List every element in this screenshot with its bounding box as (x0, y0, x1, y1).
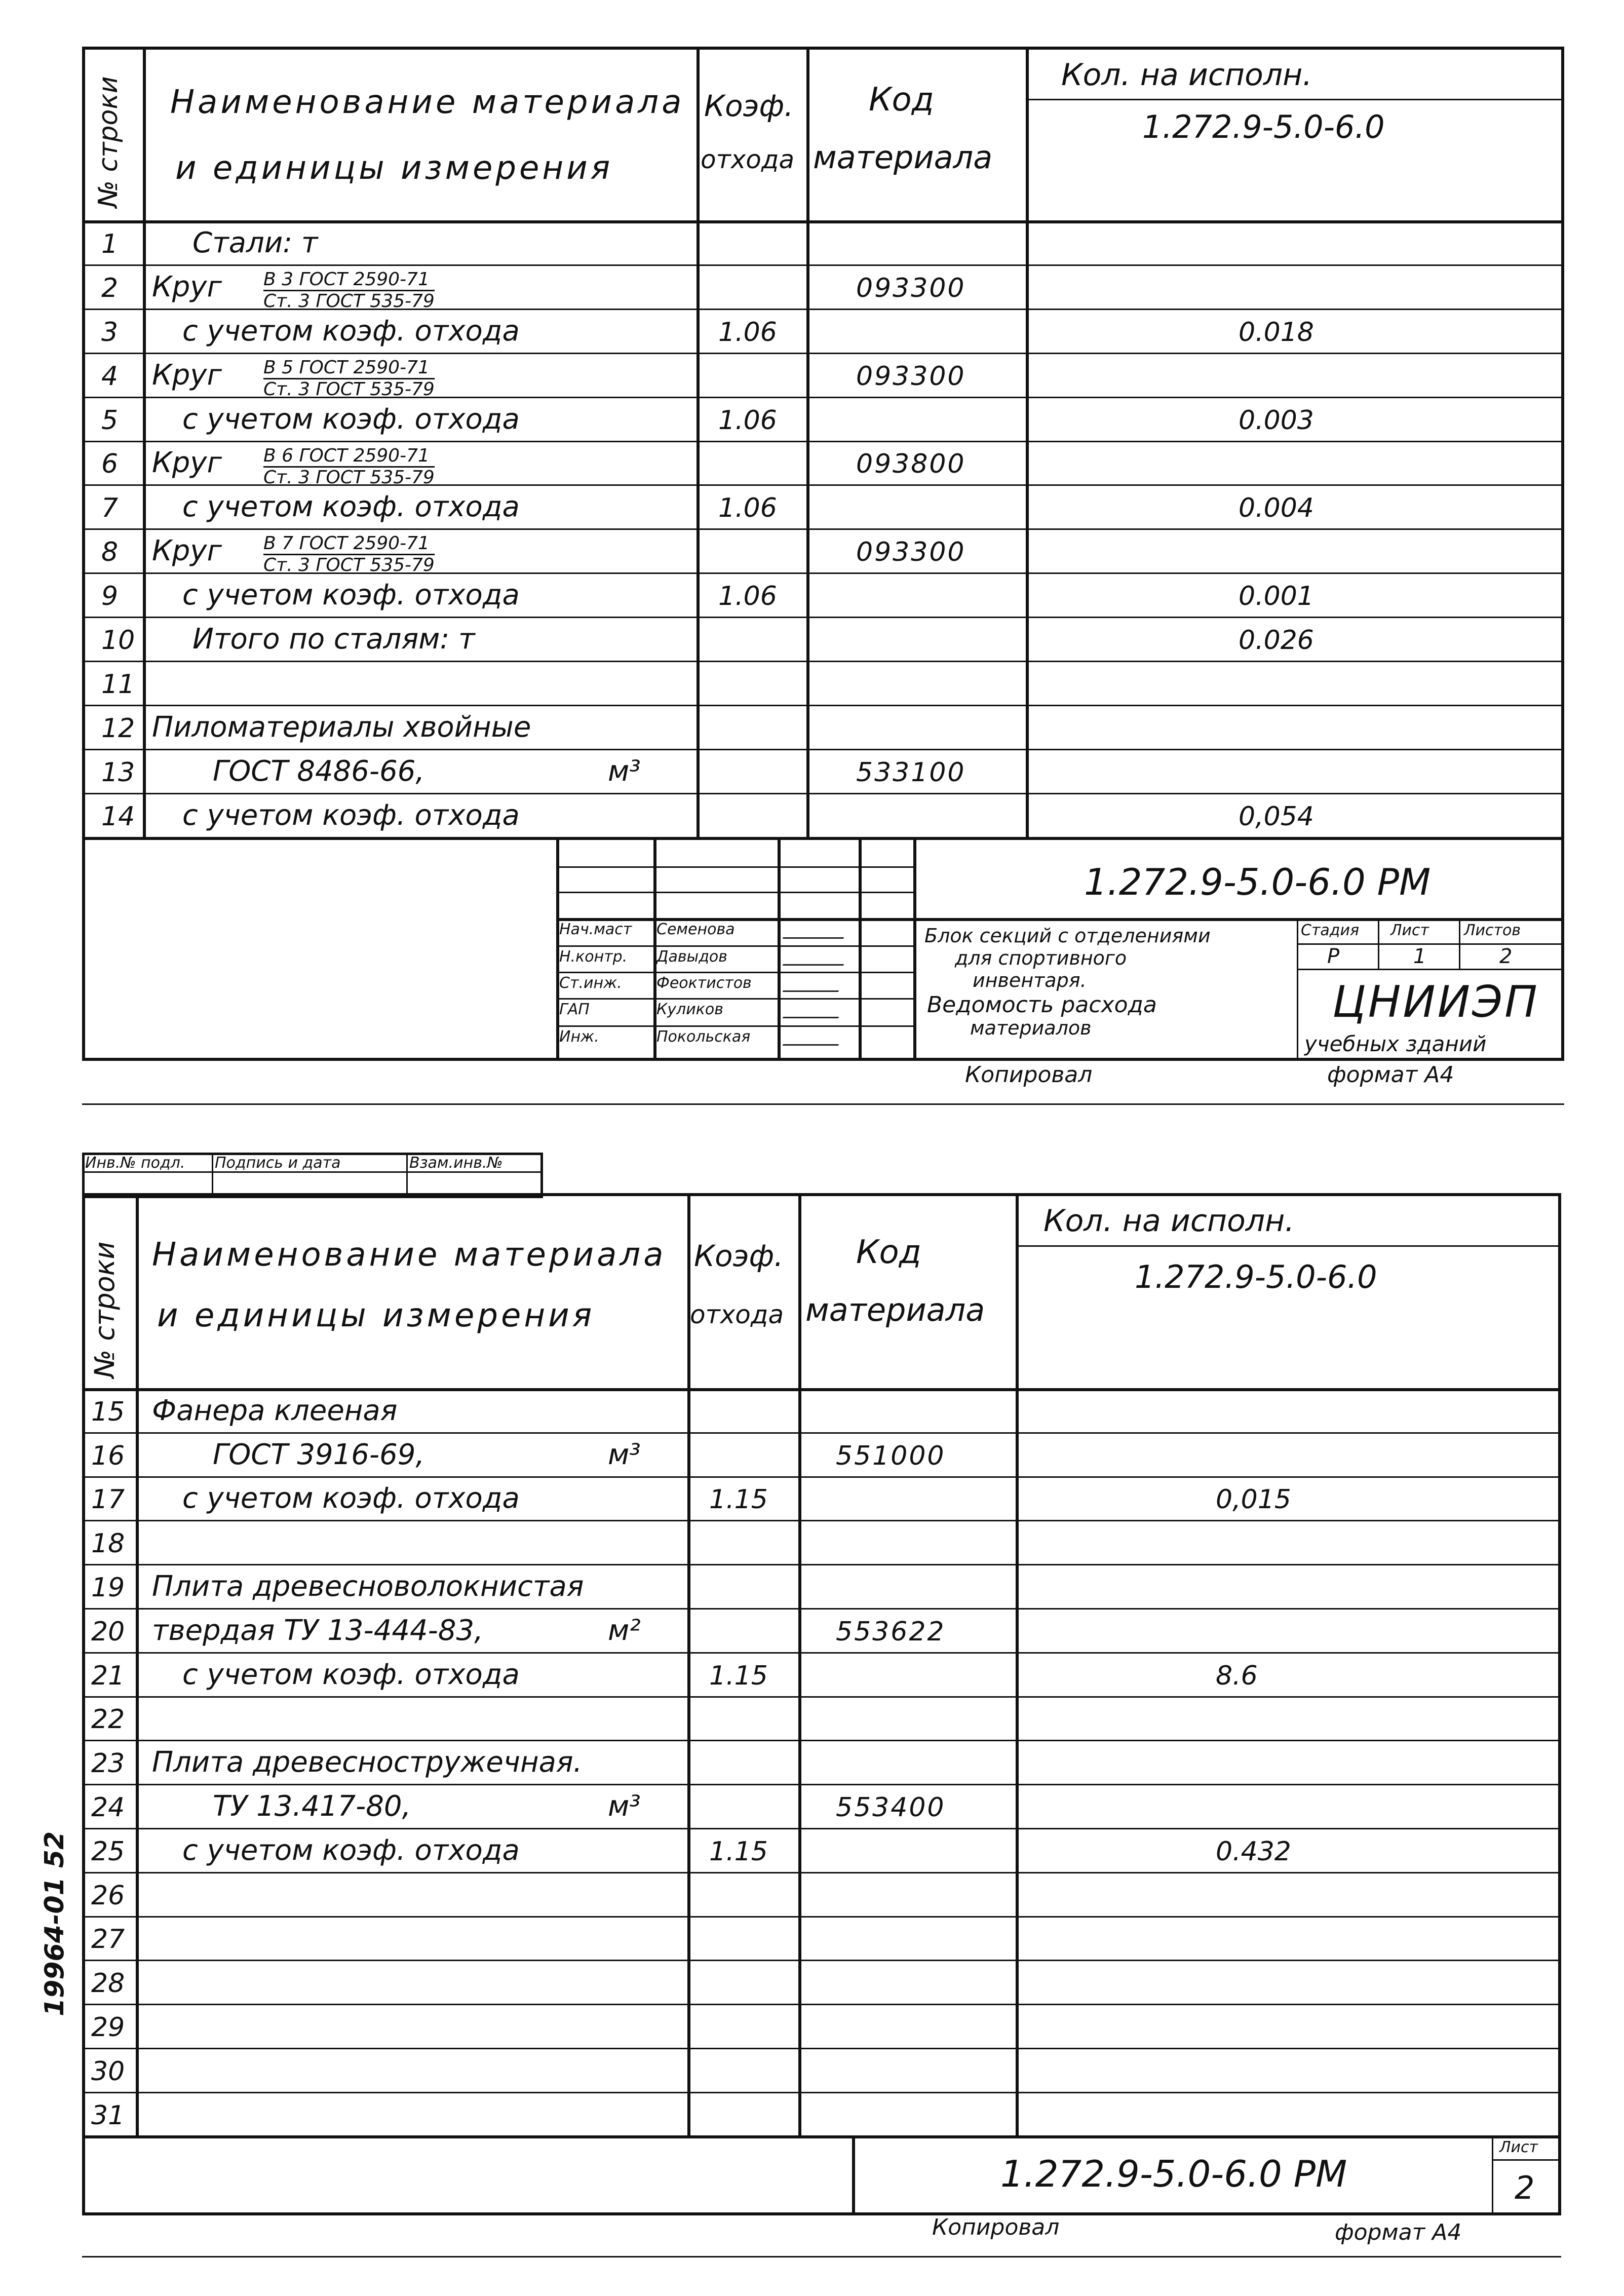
table-row-line (82, 793, 1564, 794)
row-number: 27 (91, 1924, 125, 1955)
row-number: 31 (91, 2100, 125, 2131)
s1-stamp-line (556, 972, 913, 973)
material-name: Круг (152, 446, 222, 480)
material-name: Плита древесностружечная. (152, 1746, 583, 1779)
s1-stamp-role: ГАП (559, 1001, 590, 1018)
material-spec (263, 447, 435, 487)
spec-grade: Ст. 3 ГОСТ 535-79 (263, 378, 435, 400)
qty-value: 0,015 (1216, 1484, 1291, 1515)
table-row-line (82, 1828, 1561, 1829)
material-name: Итого по сталям: т (192, 623, 475, 656)
table-row-line (82, 1432, 1561, 1434)
table-row-line (82, 1784, 1561, 1785)
s2-footer-copied: Копировал (932, 2214, 1060, 2240)
material-name: Круг (152, 358, 222, 392)
s2-col-line (136, 1193, 139, 2135)
qty-value: 0.018 (1239, 317, 1314, 348)
s2-stamp-top (82, 2135, 1561, 2138)
unit: м³ (608, 754, 641, 788)
material-code: 093300 (856, 537, 966, 568)
row-number: 18 (91, 1528, 125, 1559)
material-name: Фанера клееная (152, 1394, 398, 1427)
material-name: с учетом коэф. отхода (182, 579, 520, 612)
s2-header-coef-1: Коэф. (694, 1239, 784, 1273)
s1-header-code-1: Код (869, 81, 934, 119)
s1-qty-sub-line (1026, 99, 1564, 100)
table-row-line (82, 528, 1564, 530)
s2-header-code-2: материала (805, 1291, 985, 1328)
table-row-line (82, 2004, 1561, 2005)
s1-stamp-line (556, 866, 913, 868)
s1-stamp-name: Покольская (656, 1028, 751, 1046)
s1-stamp-role: Инж. (559, 1028, 599, 1046)
s2-header-bottom (82, 1388, 1561, 1391)
coef-value: 1.06 (718, 405, 777, 436)
s2-stamp-line (1492, 2159, 1561, 2161)
coef-value: 1.06 (718, 493, 777, 524)
coef-value: 1.15 (709, 1484, 768, 1515)
material-name: твердая ТУ 13-444-83, (152, 1614, 483, 1647)
spec-size: В 6 ГОСТ 2590-71 (263, 447, 435, 468)
table-row-line (82, 2048, 1561, 2049)
table-row-line (82, 353, 1564, 354)
signature-icon (783, 1004, 843, 1018)
material-code: 093800 (856, 449, 966, 480)
spec-size: В 3 ГОСТ 2590-71 (263, 271, 435, 291)
sheet-2-frame (82, 1193, 1561, 2215)
coef-value: 1.15 (709, 1836, 768, 1867)
s1-header-coef-2: отхода (701, 145, 795, 174)
material-code: 533100 (856, 757, 966, 788)
s2-header-name-2: и единицы измерения (157, 1297, 595, 1334)
material-name: Плита древесноволокнистая (152, 1570, 584, 1603)
qty-value: 0.003 (1239, 405, 1314, 436)
material-name: Пиломатериалы хвойные (152, 710, 531, 744)
table-row-line (82, 441, 1564, 442)
s1-stamp-sheets: 2 (1499, 945, 1513, 968)
s2-header-qty-label: Кол. на исполн. (1043, 1203, 1295, 1239)
material-name: с учетом коэф. отхода (182, 314, 520, 348)
s1-stamp-name: Феоктистов (656, 974, 752, 992)
spec-grade: Ст. 3 ГОСТ 535-79 (263, 290, 435, 312)
unit: м³ (608, 1438, 641, 1471)
material-spec (263, 271, 435, 311)
row-number: 29 (91, 2012, 125, 2043)
row-number: 15 (91, 1396, 125, 1427)
table-row-line (82, 661, 1564, 662)
s1-header-qty-variant: 1.272.9-5.0-6.0 (1142, 108, 1385, 145)
material-name: с учетом коэф. отхода (182, 490, 520, 524)
row-number: 14 (101, 801, 135, 832)
s2-qty-sub-line (1016, 1245, 1561, 1247)
s2-header-code-1: Код (856, 1234, 921, 1271)
s1-stamp-role: Ст.инж. (559, 974, 622, 992)
table-row-line (82, 1960, 1561, 1961)
s2-header-name-1: Наименование материала (152, 1236, 667, 1274)
table-row-line (82, 2092, 1561, 2093)
s1-stamp-title-2: для спортивного (955, 947, 1127, 969)
s1-stamp-role: Н.контр. (559, 948, 628, 966)
qty-value: 0,054 (1239, 801, 1314, 832)
s1-stamp-title-1: Блок секций с отделениями (924, 925, 1211, 947)
signature-icon (783, 978, 843, 992)
s2-side-line (212, 1153, 213, 1198)
s1-stamp-title-3: инвентаря. (973, 969, 1087, 991)
table-row-line (82, 264, 1564, 266)
row-number: 9 (101, 581, 119, 612)
s2-header-row-no: № строки (89, 1241, 121, 1378)
material-name: ТУ 13.417-80, (213, 1790, 411, 1823)
row-number: 3 (101, 317, 119, 348)
s1-stamp-line (556, 892, 913, 893)
table-row-line (82, 705, 1564, 706)
row-number: 23 (91, 1748, 125, 1779)
spec-size: В 7 ГОСТ 2590-71 (263, 534, 435, 555)
s2-stamp-doc-code: 1.272.9-5.0-6.0 РМ (1000, 2153, 1347, 2195)
s2-col-line (798, 1193, 801, 2135)
s1-stamp-line (778, 837, 781, 1061)
s1-stamp-title-5: материалов (970, 1017, 1092, 1039)
row-number: 25 (91, 1836, 125, 1867)
page-bottom-line (82, 2256, 1561, 2257)
s1-stamp-sheets-label: Листов (1464, 922, 1521, 939)
row-number: 26 (91, 1880, 125, 1911)
material-name: Круг (152, 534, 222, 568)
qty-value: 0.026 (1239, 625, 1314, 656)
row-number: 11 (101, 669, 135, 700)
qty-value: 0.432 (1216, 1836, 1291, 1867)
row-number: 10 (101, 625, 135, 656)
row-number: 5 (101, 405, 119, 436)
unit: м² (608, 1614, 641, 1647)
s1-header-coef-1: Коэф. (704, 89, 794, 123)
s1-stamp-stage: Р (1327, 945, 1340, 968)
s1-header-name-1: Наименование материала (170, 84, 685, 121)
row-number: 21 (91, 1660, 125, 1691)
page-cut-line (82, 1103, 1564, 1105)
material-name: Стали: т (192, 226, 318, 259)
row-number: 28 (91, 1968, 125, 1999)
s2-col-line (1016, 1193, 1019, 2135)
row-number: 8 (101, 537, 119, 568)
s1-stamp-org-sub: учебных зданий (1304, 1031, 1487, 1056)
s1-header-name-2: и единицы измерения (175, 149, 613, 187)
material-code: 553400 (836, 1792, 946, 1823)
s2-footer-format: формат А4 (1335, 2220, 1462, 2245)
material-name: ГОСТ 8486-66, (213, 754, 425, 788)
row-number: 4 (101, 361, 119, 392)
s1-footer-copied: Копировал (965, 1062, 1093, 1088)
qty-value: 0.004 (1239, 493, 1314, 524)
material-code: 551000 (836, 1440, 946, 1471)
s1-stamp-sheet-label: Лист (1390, 922, 1429, 939)
s1-stamp-line (556, 1025, 913, 1027)
table-row-line (82, 1476, 1561, 1478)
row-number: 1 (101, 228, 119, 259)
row-number: 12 (101, 713, 135, 744)
s1-stamp-doc-code: 1.272.9-5.0-6.0 РМ (1084, 861, 1431, 903)
material-name: с учетом коэф. отхода (182, 798, 520, 832)
table-row-line (82, 1608, 1561, 1610)
table-row-line (82, 1564, 1561, 1565)
material-spec (263, 359, 435, 399)
s1-stamp-line (913, 837, 916, 1061)
s1-stamp-line (556, 945, 913, 947)
material-code: 093300 (856, 361, 966, 392)
material-name: с учетом коэф. отхода (182, 1658, 520, 1691)
row-number: 30 (91, 2056, 125, 2087)
row-number: 2 (101, 273, 119, 303)
spec-grade: Ст. 3 ГОСТ 535-79 (263, 555, 435, 576)
spec-grade: Ст. 3 ГОСТ 535-79 (263, 467, 435, 488)
material-name: ГОСТ 3916-69, (213, 1438, 425, 1471)
s1-stamp-name: Семенова (656, 921, 735, 938)
row-number: 22 (91, 1704, 125, 1735)
signature-icon (783, 925, 848, 939)
coef-value: 1.15 (709, 1660, 768, 1691)
s1-stamp-sheet: 1 (1413, 945, 1426, 968)
material-name: с учетом коэф. отхода (182, 402, 520, 436)
material-code: 093300 (856, 273, 966, 303)
s1-stamp-line (1297, 969, 1564, 970)
s2-stamp-line (1492, 2135, 1493, 2215)
s1-stamp-line (859, 837, 862, 1061)
s1-header-row-no: № строки (93, 76, 124, 208)
s1-header-qty-label: Кол. на исполн. (1061, 57, 1312, 93)
s2-stamp-sheet: 2 (1515, 2169, 1535, 2206)
s1-header-bottom (82, 220, 1564, 223)
row-number: 16 (91, 1440, 125, 1471)
signature-icon (783, 1031, 843, 1046)
material-code: 553622 (836, 1616, 946, 1647)
row-number: 24 (91, 1792, 125, 1823)
s2-col-line (687, 1193, 690, 2135)
qty-value: 0.001 (1239, 581, 1314, 612)
table-row-line (82, 1872, 1561, 1873)
table-row-line (82, 1740, 1561, 1741)
table-row-line (82, 1916, 1561, 1918)
s2-header-coef-2: отхода (690, 1300, 784, 1329)
unit: м³ (608, 1790, 641, 1823)
row-number: 13 (101, 757, 135, 788)
s1-stamp-stage-label: Стадия (1301, 922, 1360, 939)
s2-stamp-line (852, 2135, 855, 2215)
s1-stamp-name: Давыдов (656, 948, 727, 966)
row-number: 7 (101, 493, 119, 524)
s1-stamp-line (556, 998, 913, 1000)
s1-stamp-top (82, 837, 1564, 840)
table-row-line (82, 749, 1564, 750)
row-number: 6 (101, 449, 119, 480)
material-name: Круг (152, 270, 222, 303)
s2-side-label: Взам.инв.№ (409, 1154, 503, 1172)
material-name: с учетом коэф. отхода (182, 1833, 520, 1867)
s1-stamp-title-4: Ведомость расхода (927, 992, 1157, 1018)
s1-stamp-name: Куликов (656, 1001, 723, 1018)
s2-side-line (406, 1153, 408, 1198)
s2-side-label: Подпись и дата (215, 1154, 341, 1172)
material-spec (263, 534, 435, 575)
s1-footer-format: формат А4 (1327, 1062, 1454, 1088)
row-number: 19 (91, 1573, 125, 1603)
s1-stamp-line (1297, 918, 1298, 1061)
qty-value: 8.6 (1216, 1660, 1258, 1691)
table-row-line (82, 617, 1564, 618)
signature-icon (783, 951, 848, 966)
coef-value: 1.06 (718, 317, 777, 348)
table-row-line (82, 1696, 1561, 1698)
s2-stamp-sheet-label: Лист (1499, 2138, 1538, 2156)
s2-header-qty-variant: 1.272.9-5.0-6.0 (1135, 1258, 1377, 1295)
s1-header-code-2: материала (813, 139, 993, 176)
s1-stamp-role: Нач.маст (559, 921, 632, 938)
margin-note: 19964-01 52 (40, 1831, 70, 2016)
row-number: 17 (91, 1484, 125, 1515)
spec-size: В 5 ГОСТ 2590-71 (263, 359, 435, 379)
table-row-line (82, 1652, 1561, 1654)
row-number: 20 (91, 1616, 125, 1647)
s1-stamp-org: ЦНИИЭП (1332, 977, 1539, 1027)
coef-value: 1.06 (718, 581, 777, 612)
s2-side-label: Инв.№ подл. (85, 1154, 185, 1172)
material-name: с учетом коэф. отхода (182, 1482, 520, 1515)
table-row-line (82, 1520, 1561, 1521)
